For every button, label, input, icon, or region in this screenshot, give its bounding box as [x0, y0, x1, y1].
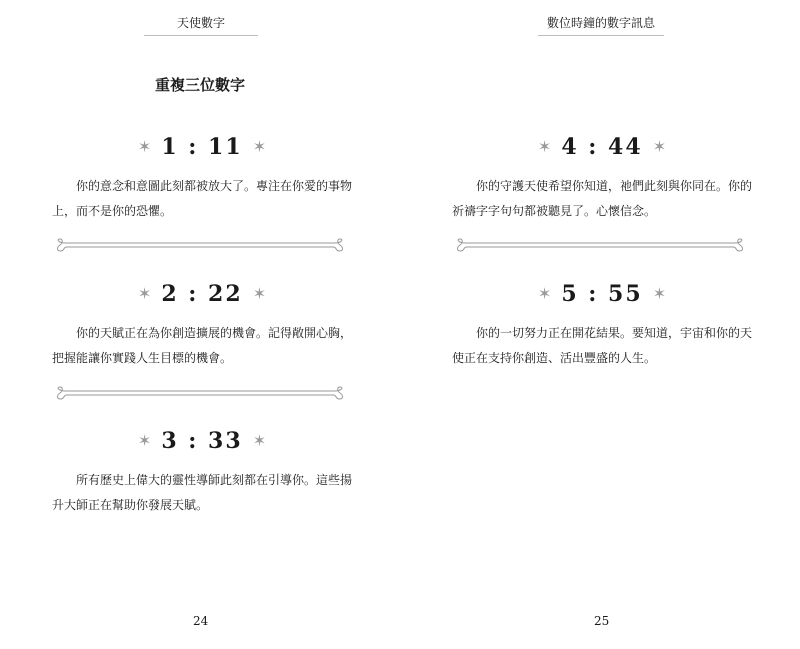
entry-2-22	[52, 277, 352, 371]
page-number: 24	[193, 614, 209, 628]
ornament-divider	[52, 238, 348, 252]
time-heading	[52, 424, 352, 458]
time-heading	[452, 277, 752, 311]
six-point-star-icon: ✶	[537, 284, 552, 303]
six-point-star-icon: ✶	[252, 284, 267, 303]
running-head: 數位時鐘的數字訊息	[538, 14, 664, 36]
time-heading	[52, 130, 352, 164]
entry-text: 所有歷史上偉大的靈性導師此刻都在引導你。這些揚升大師正在幫助你發展天賦。	[52, 473, 353, 512]
entry-4-44	[452, 130, 752, 224]
six-point-star-icon: ✶	[652, 284, 667, 303]
six-point-star-icon: ✶	[137, 431, 152, 450]
six-point-star-icon: ✶	[137, 137, 152, 156]
right-page	[400, 0, 800, 649]
time-label: 1 : 11	[161, 134, 243, 160]
entry-3-33	[52, 424, 352, 518]
time-label: 4 : 44	[561, 134, 643, 160]
time-label: 2 : 22	[161, 281, 243, 307]
time-label: 3 : 33	[161, 428, 243, 454]
entry-text: 你的守護天使希望你知道，祂們此刻與你同在。你的祈禱字字句句都被聽見了。心懷信念。	[452, 179, 753, 218]
six-point-star-icon: ✶	[137, 284, 152, 303]
time-heading	[452, 130, 752, 164]
six-point-star-icon: ✶	[652, 137, 667, 156]
time-heading	[52, 277, 352, 311]
entry-text: 你的天賦正在為你創造擴展的機會。記得敞開心胸，把握能讓你實踐人生目標的機會。	[52, 326, 353, 365]
six-point-star-icon: ✶	[537, 137, 552, 156]
time-label: 5 : 55	[561, 281, 643, 307]
six-point-star-icon: ✶	[252, 431, 267, 450]
section-title: 重複三位數字	[154, 76, 245, 94]
ornament-divider	[452, 238, 748, 252]
page-number: 25	[594, 614, 610, 628]
entry-text: 你的一切努力正在開花結果。要知道，宇宙和你的天使正在支持你創造、活出豐盛的人生。	[452, 326, 753, 365]
entry-5-55	[452, 277, 752, 371]
running-head: 天使數字	[144, 14, 258, 36]
entry-text: 你的意念和意圖此刻都被放大了。專注在你愛的事物上，而不是你的恐懼。	[52, 179, 353, 218]
ornament-divider	[52, 386, 348, 400]
entry-1-11	[52, 130, 352, 224]
six-point-star-icon: ✶	[252, 137, 267, 156]
